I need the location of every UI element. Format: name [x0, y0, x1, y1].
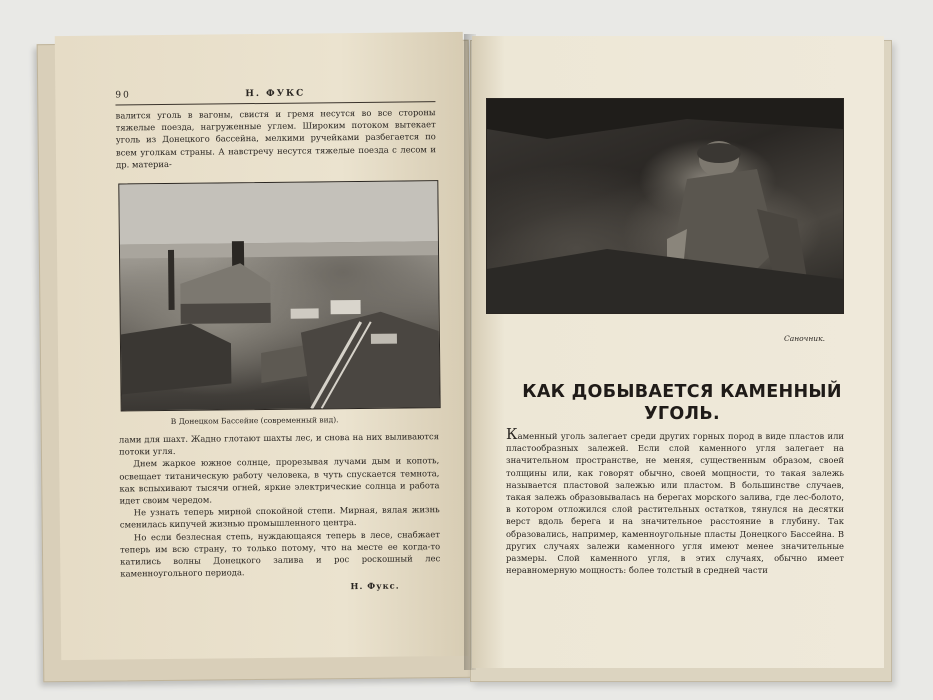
right-page — [472, 36, 884, 668]
left-page — [55, 32, 470, 660]
page-number: 90 — [115, 90, 131, 101]
author-signature: Н. Фукс. — [350, 580, 400, 592]
article-body: Каменный уголь залегает среди других горных пород в виде пластов или пластообразных залежей. Если слой каменного угля залегает на значительном пространстве, не меняя, существенным образом, своей толщины или, как говорят обычно, своей мощности, то такая залежь называется пластовой залежью или пластом. В большинстве случаев, такая залежь образовывалась на берегах морского залива, где лес-болото, в котором отложился слой растительных остатков, тянулся на десятки верст вдоль берега и на значительное расстояние в глубину. Так образовались, например, каменноугольные пласты Донецкого Бассейна. В других случаях залежи каменного угля имеют менее значительные размеры. Слой каменного угля, в этих случаях, обычно имеет неравномерную мощность: более толстый в средней части — [506, 425, 844, 576]
donbass-photo — [118, 180, 440, 411]
running-head-author: Н. ФУКС — [245, 88, 306, 100]
left-figure-caption: В Донецком Бассейне (современный вид). — [170, 415, 339, 426]
miner-photo — [486, 98, 844, 314]
right-figure-caption: Саночник. — [784, 334, 825, 343]
left-bottom-text: лами для шахт. Жадно глотают шахты лес, и снова на них выливаются потоки угля. Днем жаркое южное солнце, прорезывая лучами дым и копоть, освещает титаническую работу человека, в чуть спускается темнота, как вспыхивают тысячи огней, яркие электрические солнца и работа идет своим чередом. Не узнать теперь мирной спокойной степи. Мирная, вялая жизнь сменилась кипучей жизнью промышленного центра. Но если безлесная степь, нуждающаяся теперь в лесе, снабжает теперь им всю страну, то только потому, что на месте ее когда-то катились волны Донецкого залива и рос роскошный лес каменноугольного периода. — [118, 431, 441, 579]
running-head — [115, 87, 435, 105]
article-title: КАК ДОБЫВАЕТСЯ КАМЕННЫЙ УГОЛЬ. — [522, 382, 842, 424]
miner-illustration — [487, 99, 843, 313]
industrial-scene-illustration — [119, 181, 439, 410]
left-top-paragraph: валится уголь в вагоны, свистя и гремя несутся во все стороны тяжелые поезда, нагруженные углем. Широким потоком вытекает уголь из Донецкого бассейна, мелкими ручейками разбегается по всем уголкам страны. А навстречу несутся тяжелые поезда с лесом и др. материа- — [115, 107, 436, 170]
open-book — [40, 28, 892, 680]
